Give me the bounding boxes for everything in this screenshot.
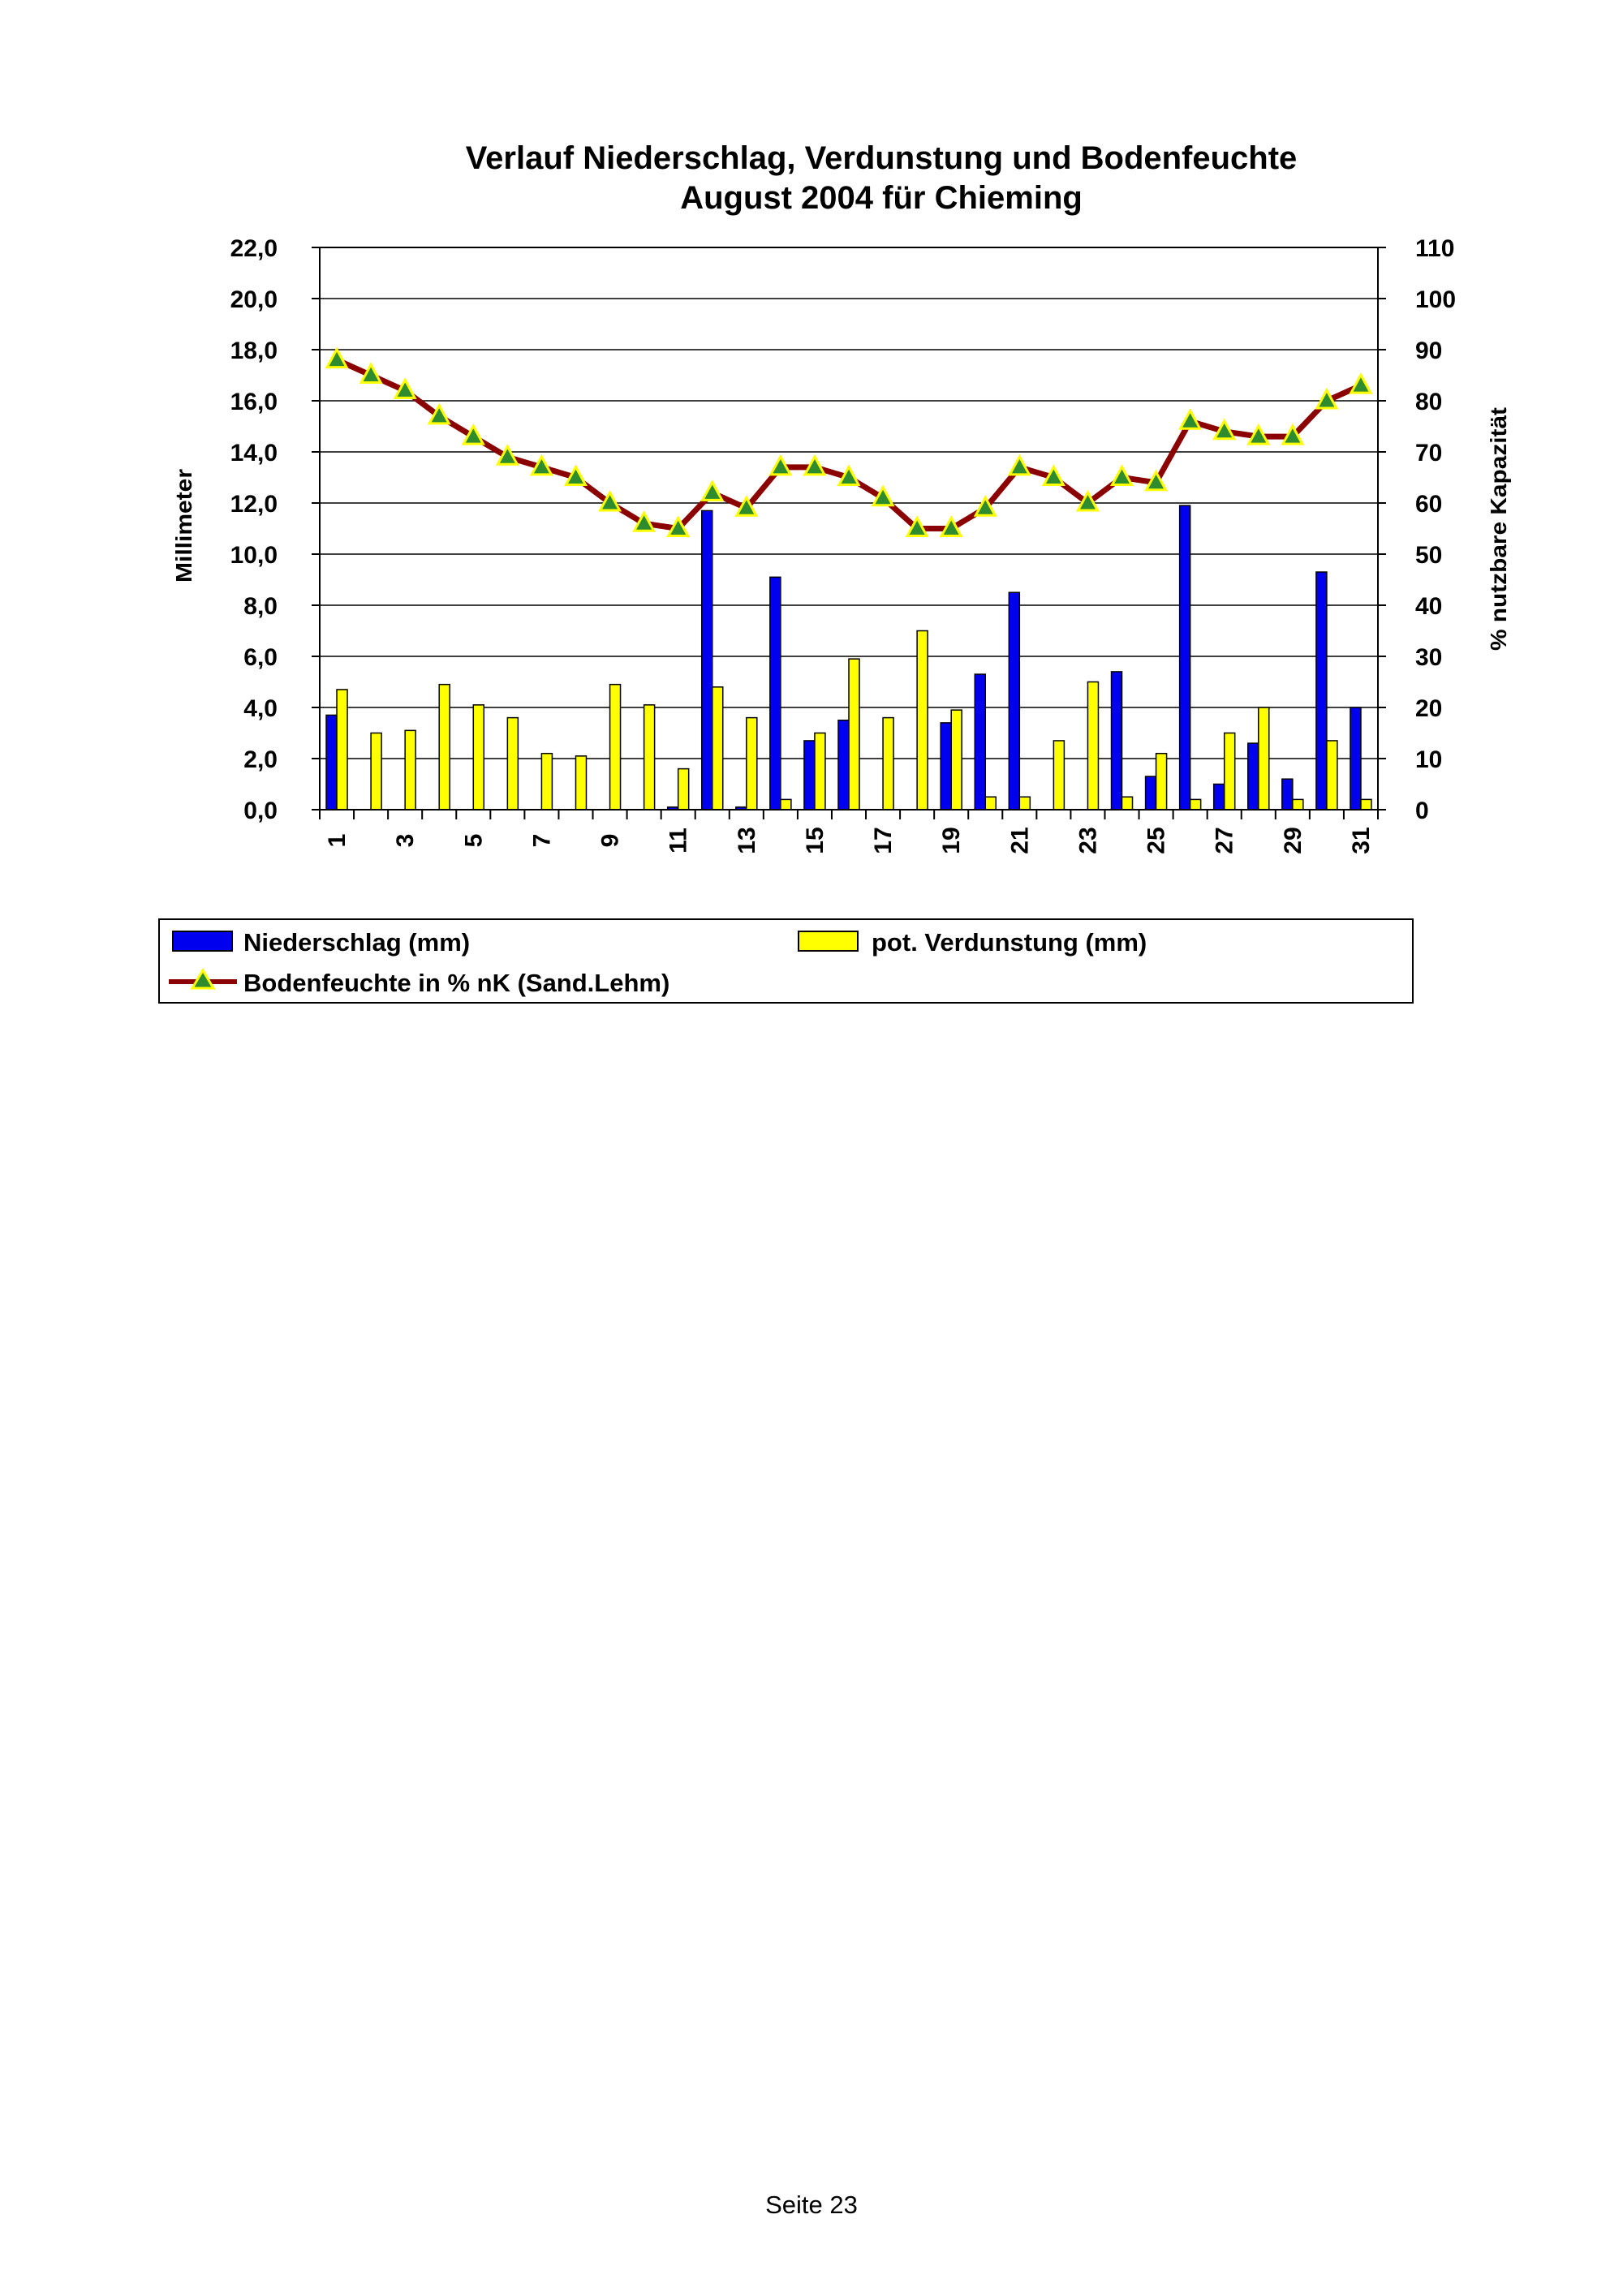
marker-bodenfeuchte xyxy=(327,350,347,368)
y-tick-label: 22,0 xyxy=(230,235,278,262)
x-tick-label: 11 xyxy=(665,828,692,853)
x-tick-label: 23 xyxy=(1074,827,1102,854)
y2-tick-label: 0 xyxy=(1415,798,1429,824)
y-tick-label: 0,0 xyxy=(243,798,278,824)
bar-verdunstung xyxy=(1225,733,1235,810)
bar-verdunstung xyxy=(815,733,825,810)
chart-title-line-2: August 2004 für Chieming xyxy=(680,180,1083,216)
y-tick-label: 12,0 xyxy=(230,491,278,518)
bar-niederschlag xyxy=(941,723,951,810)
x-tick-label: 19 xyxy=(938,827,966,854)
y-tick-label: 6,0 xyxy=(243,644,278,671)
y-tick-label: 14,0 xyxy=(230,440,278,467)
bar-verdunstung xyxy=(507,718,518,810)
y2-tick-label: 10 xyxy=(1415,746,1443,773)
bar-verdunstung xyxy=(473,705,484,810)
bar-niederschlag xyxy=(804,741,815,810)
legend-swatch-niederschlag xyxy=(173,931,232,951)
bar-verdunstung xyxy=(405,730,415,810)
y2-tick-label: 100 xyxy=(1415,286,1457,313)
bar-verdunstung xyxy=(747,718,757,810)
bar-verdunstung xyxy=(1122,797,1133,810)
bar-series xyxy=(326,505,1371,810)
y2-axis-label: % nutzbare Kapazität xyxy=(1486,422,1511,651)
bar-verdunstung xyxy=(644,705,655,810)
bar-verdunstung xyxy=(951,710,962,810)
bar-niederschlag xyxy=(1214,785,1225,810)
bar-niederschlag xyxy=(1350,707,1361,810)
x-tick-label: 27 xyxy=(1211,827,1238,854)
y2-tick-label: 50 xyxy=(1415,542,1443,569)
bar-niederschlag xyxy=(975,674,985,810)
bar-verdunstung xyxy=(371,733,381,810)
y2-tick-label: 80 xyxy=(1415,389,1443,415)
marker-bodenfeuchte xyxy=(1351,375,1371,393)
y2-tick-label: 90 xyxy=(1415,338,1443,364)
x-tick-label: 31 xyxy=(1347,827,1375,854)
y-tick-label: 20,0 xyxy=(230,286,278,313)
line-series xyxy=(327,350,1371,536)
bar-verdunstung xyxy=(917,631,928,810)
bar-verdunstung xyxy=(712,687,723,810)
bar-niederschlag xyxy=(1282,779,1293,810)
y2-tick-label: 40 xyxy=(1415,593,1443,620)
legend-label-verdunstung: pot. Verdunstung (mm) xyxy=(872,928,1147,957)
y-tick-label: 4,0 xyxy=(243,695,278,722)
bar-verdunstung xyxy=(541,754,552,810)
bar-niederschlag xyxy=(702,510,712,810)
x-tick-label: 17 xyxy=(870,827,898,854)
bar-verdunstung xyxy=(1156,754,1167,810)
x-tick-label: 7 xyxy=(528,833,556,848)
y-tick-label: 8,0 xyxy=(243,593,278,620)
legend-swatch-verdunstung xyxy=(799,931,858,951)
x-tick-label: 13 xyxy=(733,827,760,854)
x-tick-label: 5 xyxy=(460,833,488,848)
bar-verdunstung xyxy=(1259,707,1269,810)
bar-niederschlag xyxy=(1316,572,1327,810)
y2-tick-label: 30 xyxy=(1415,644,1443,671)
bar-verdunstung xyxy=(1087,682,1098,810)
bar-verdunstung xyxy=(985,797,996,810)
bar-niederschlag xyxy=(1180,505,1190,810)
bar-verdunstung xyxy=(439,685,450,810)
y-tick-label: 18,0 xyxy=(230,338,278,364)
y-tick-label: 10,0 xyxy=(230,542,278,569)
marker-bodenfeuchte xyxy=(1181,411,1200,428)
bar-verdunstung xyxy=(1019,797,1030,810)
bar-niederschlag xyxy=(838,720,849,810)
bar-verdunstung xyxy=(610,685,621,810)
bar-verdunstung xyxy=(849,659,859,810)
bar-niederschlag xyxy=(770,577,781,810)
bar-verdunstung xyxy=(1190,799,1201,810)
y2-tick-label: 60 xyxy=(1415,491,1443,518)
bar-niederschlag xyxy=(1009,592,1019,810)
chart-title-line-1: Verlauf Niederschlag, Verdunstung und Bodenfeuchte xyxy=(465,140,1298,176)
y-tick-label: 2,0 xyxy=(243,746,278,773)
bar-verdunstung xyxy=(1327,741,1337,810)
bar-niederschlag xyxy=(326,715,337,810)
x-tick-label: 1 xyxy=(324,833,351,848)
bar-verdunstung xyxy=(1293,799,1303,810)
y-axis-label: Millimeter xyxy=(171,476,196,583)
marker-bodenfeuchte xyxy=(703,482,722,500)
x-tick-label: 21 xyxy=(1006,827,1034,854)
x-tick-label: 9 xyxy=(596,833,624,848)
y2-tick-label: 110 xyxy=(1415,235,1455,262)
bar-verdunstung xyxy=(575,756,586,810)
page-number: Seite 23 xyxy=(765,2191,858,2219)
bar-verdunstung xyxy=(1361,799,1371,810)
bar-niederschlag xyxy=(1248,743,1259,810)
marker-bodenfeuchte xyxy=(1010,457,1029,475)
y2-tick-label: 70 xyxy=(1415,440,1443,467)
legend xyxy=(159,919,1413,1003)
y-tick-label: 16,0 xyxy=(230,389,278,415)
legend-label-bodenfeuchte: Bodenfeuchte in % nK (Sand.Lehm) xyxy=(243,969,670,997)
bar-verdunstung xyxy=(883,718,893,810)
legend-label-niederschlag: Niederschlag (mm) xyxy=(243,928,471,957)
x-tick-label: 25 xyxy=(1143,827,1170,854)
bar-niederschlag xyxy=(1112,672,1122,810)
x-tick-label: 15 xyxy=(801,827,829,854)
y2-tick-label: 20 xyxy=(1415,695,1443,722)
bar-verdunstung xyxy=(337,690,347,810)
bar-niederschlag xyxy=(1146,776,1156,810)
bar-verdunstung xyxy=(678,769,689,810)
x-tick-label: 3 xyxy=(392,833,420,848)
bar-verdunstung xyxy=(1053,741,1064,810)
x-tick-label: 29 xyxy=(1279,827,1307,854)
bar-verdunstung xyxy=(781,799,791,810)
